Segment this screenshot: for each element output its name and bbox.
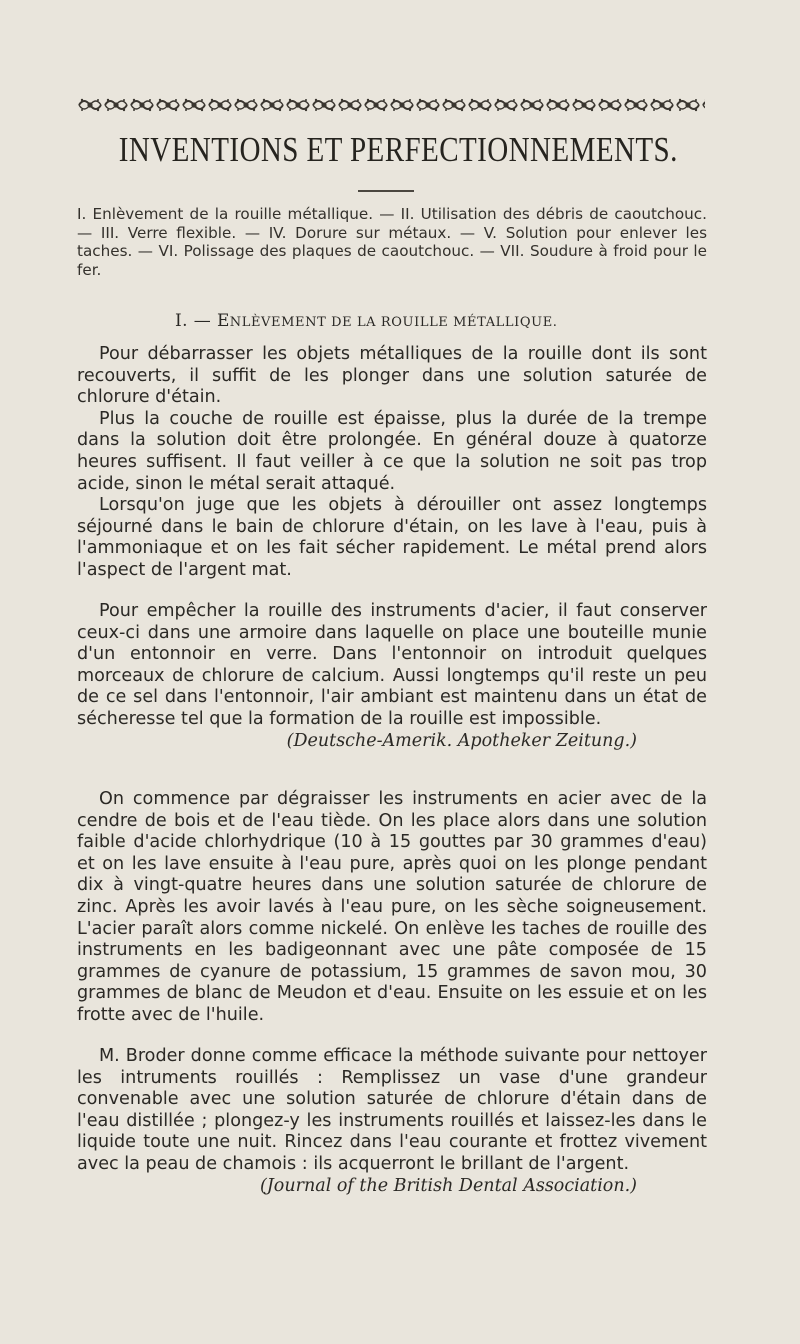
page-title: INVENTIONS ET PERFECTIONNEMENTS. (118, 130, 678, 169)
paragraph: Pour débarrasser les objets métalliques de la rouille dont ils sont recouverts, il suffit de les plonger dans une solution saturée de chlorure d'étain. (77, 344, 707, 408)
article-body-part-3 (77, 789, 707, 1027)
section-number: I. — (175, 311, 212, 331)
section-heading (175, 311, 558, 331)
source-citation: (Journal of the British Dental Association.) (259, 1175, 637, 1196)
article-body-part-4 (77, 1046, 707, 1197)
title-divider (358, 190, 414, 192)
paragraph: Lorsqu'on juge que les objets à dérouiller ont assez longtemps séjourné dans le bain de chlorure d'étain, on les lave à l'eau, puis à l'ammoniaque et on les fait sécher rapidement. Le métal prend alors l'aspect de l'argent mat. (77, 495, 707, 580)
article-body-part-2 (77, 601, 707, 752)
paragraph: Plus la couche de rouille est épaisse, plus la durée de la trempe dans la solution doit être prolongée. En général douze à quatorze heures suffisent. Il faut veiller à ce que la solution ne soit pas trop acide, sinon le métal serait attaqué. (77, 408, 707, 494)
paragraph: M. Broder donne comme efficace la méthode suivante pour nettoyer les intruments rouillés : Remplissez un vase d'une grandeur convenable avec une solution saturée de chlorure d'étain dans de l'eau distillée ; plongez-y les instruments rouillés et laissez-les dans le liquide toute une nuit. Rincez dans l'eau courante et frottez vivement avec la peau de chamois : ils acquerront le brillant de l'argent. (77, 1046, 707, 1174)
article-body-part-1 (77, 344, 707, 582)
paragraph: On commence par dégraisser les instruments en acier avec de la cendre de bois et de l'eau tiède. On les place alors dans une solution faible d'acide chlorhydrique (10 à 15 gouttes par 30 grammes d'eau) et on les lave ensuite à l'eau pure, après quoi on les plonge pendant dix à vingt-quatre heures dans une solution saturée de chlorure de zinc. Après les avoir lavés à l'eau pure, on les sèche soigneusement. L'acier paraît alors comme nickelé. On enlève les taches de rouille des instruments en les badigeonnant avec une pâte composée de 15 grammes de cyanure de potassium, 15 grammes de savon mou, 30 grammes de blanc de Meudon et d'eau. Ensuite on les essuie et on les frotte avec de l'huile. (77, 789, 707, 1025)
decorative-header-border (77, 96, 705, 114)
table-of-contents: I. Enlèvement de la rouille métallique. — II. Utilisation des débris de caoutchouc. — III. Verre flexible. — IV. Dorure sur métaux. — V. Solution pour enlever les taches. — VI. Polissage des plaques de caoutchouc. — VII. Soudure à froid pour le fer. (77, 205, 707, 279)
section-heading-text: NLÈVEMENT DE LA ROUILLE MÉTALLIQUE. (229, 315, 558, 330)
section-initial: E (216, 311, 230, 331)
source-citation: (Deutsche-Amerik. Apotheker Zeitung.) (286, 730, 637, 751)
paragraph: Pour empêcher la rouille des instruments d'acier, il faut conserver ceux-ci dans une armoire dans laquelle on place une bouteille munie d'un entonnoir en verre. Dans l'entonnoir on introduit quelques morceaux de chlorure de calcium. Aussi longtemps qu'il reste un peu de ce sel dans l'entonnoir, l'air ambiant est maintenu dans un état de sécheresse tel que la formation de la rouille est impossible. (77, 601, 707, 729)
